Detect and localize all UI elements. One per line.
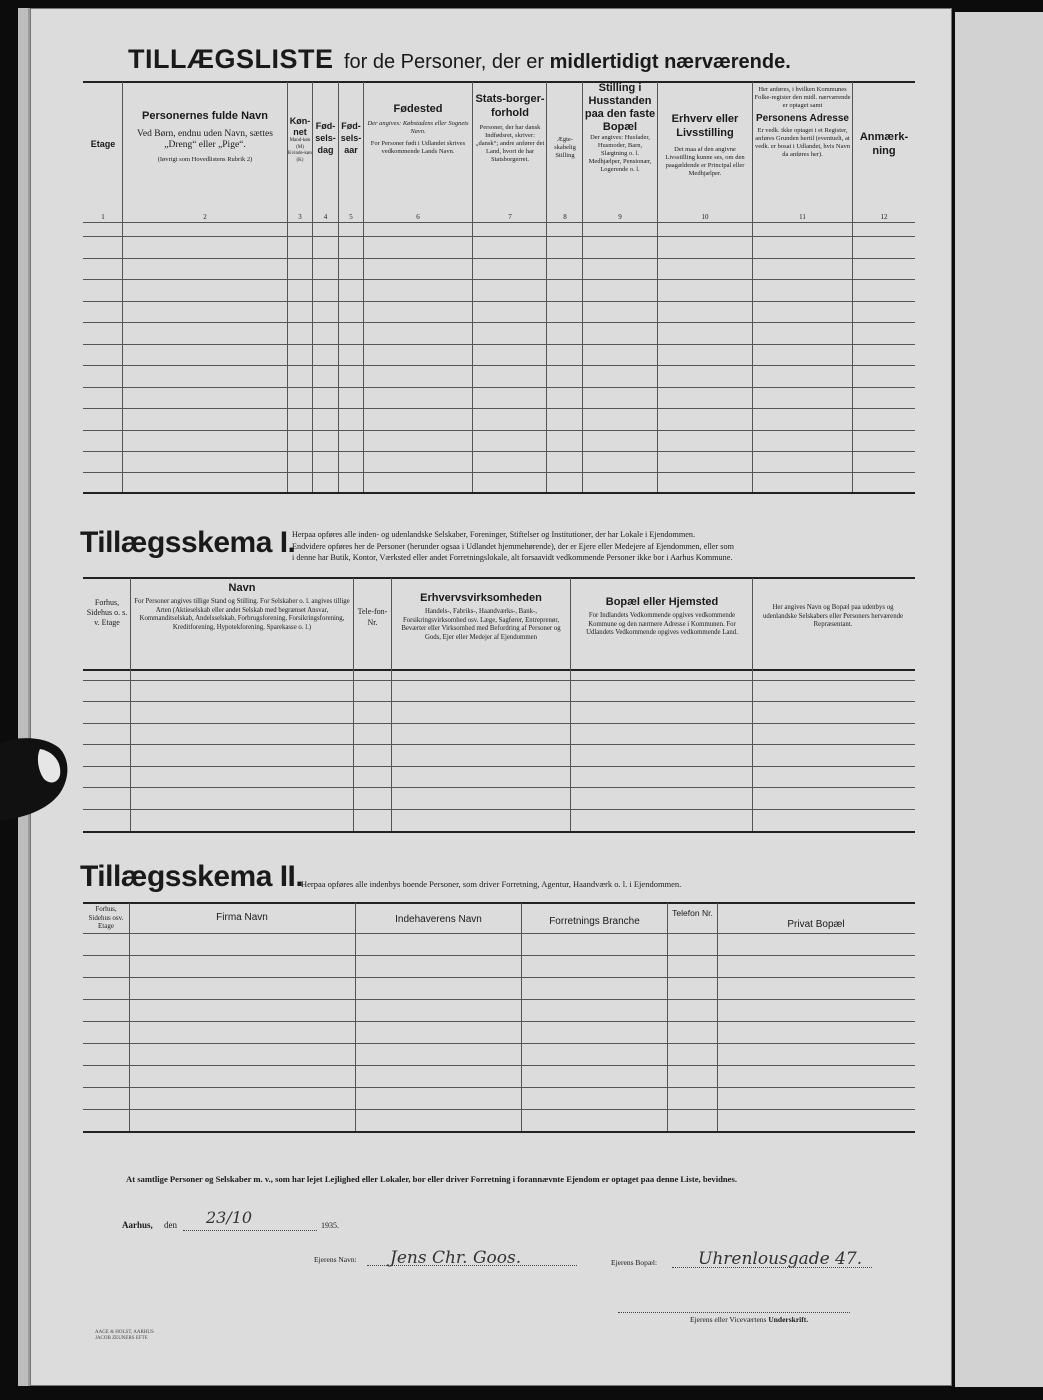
skema1-title: Tillægsskema I.	[80, 526, 296, 559]
page-binding	[18, 8, 28, 1386]
col-anmaerkning-header: Anmærk-ning	[859, 131, 909, 157]
col-num-7: 7	[508, 213, 512, 221]
col-foedselsdag-header: Fød-sels-dag	[315, 121, 336, 155]
col-num-1: 1	[101, 213, 105, 221]
col-navn-header: Personernes fulde Navn Ved Børn, endnu uden Navn, sættes „Dreng“ eller „Pige“. (Iøvrigt som Hovedlistens Rubrik 2)	[137, 110, 273, 163]
col-foedested-header: Fødested Der angives: Købstadens eller Sognets Navn. For Personer født i Udlandet skrives vedkommende Lands Navn.	[367, 103, 469, 155]
skema1-col-repraesentant: Her angives Navn og Bopæl paa udenbys og udenlandske Selskabers eller Personers herværende Repræsentant.	[762, 604, 904, 628]
col-num-6: 6	[416, 213, 420, 221]
page-title: TILLÆGSLISTE for de Personer, der er midlertidigt nærværende.	[128, 44, 791, 74]
skema2-col-bopael: Privat Bopæl	[787, 919, 845, 930]
col-stilling-header: Stilling i Husstanden paa den faste Bopæl Der angives: Husfader, Husmoder, Barn, Slægtning o. l. Medhjælper, Pensionær, Logerende o. l.	[584, 82, 656, 173]
skema2-col-branche: Forretnings Branche	[549, 916, 640, 927]
skema2-col-telefon: Telefon Nr.	[672, 908, 713, 918]
skema1-col-erhverv: Erhvervsvirksomheden Handels-, Fabriks-, Haandværks-, Bank-, Forsikringsvirksomhed osv. Læge, Sagfører, Entreprenør, Beværter eller Virksomhed med Befordring af Personer og Gods, Ejer eller Medejer af Ejendommen	[401, 592, 561, 641]
printer-imprint: AAGE & HOLST, AARHUS JACOB ZEUNERS EFTF.	[95, 1330, 154, 1341]
col-num-9: 9	[618, 213, 622, 221]
skema2-col-etage: Forhus, Sidehus osv. Etage	[88, 905, 124, 930]
skema1-col-telefon: Tele-fon-Nr.	[357, 607, 388, 627]
col-num-4: 4	[323, 213, 328, 221]
owner-name-handwritten: Jens Chr. Goos.	[390, 1248, 522, 1268]
col-num-2: 2	[203, 213, 207, 221]
col-foedselsaar-header: Fød-sels-aar	[340, 121, 362, 155]
skema2-intro: Herpaa opføres alle indenbys boende Personer, som driver Forretning, Agentur, Haandværk o. l. i Ejendommen.	[301, 879, 682, 889]
skema2-col-firma: Firma Navn	[216, 912, 268, 923]
form-page	[28, 8, 952, 1386]
skema1-intro: Herpaa opføres alle inden- og udenlandske Selskaber, Foreninger, Stiftelser og Institutioner, der har Lokale i Ejendommen. Endvidere opføres her de Personer (herunder ogsaa i Udlandet hjemmehørende), der er Ejere eller Medejere af Ejendommen, eller som i denne har Butik, Kontor, Værksted eller andet Forretningslokale, alt forsaavidt vedkommende Personer ikke bor i Aarhus Kommune.	[292, 530, 734, 562]
owner-address-label: Ejerens Bopæl:	[611, 1258, 658, 1267]
owner-address-handwritten: Uhrenlousgade 47.	[698, 1249, 863, 1269]
col-num-10: 10	[701, 213, 709, 221]
col-koen-header: Køn-net Mand-køn (M) Kvinde-køn (K)	[288, 116, 312, 163]
thumb-shadow	[0, 735, 80, 825]
col-etage-header: Etage	[90, 139, 116, 149]
col-num-5: 5	[349, 213, 353, 221]
owner-name-label: Ejerens Navn:	[314, 1255, 357, 1264]
declaration-text: At samtlige Personer og Selskaber m. v., som har lejet Lejlighed eller Lokaler, bor eller driver Forretning i forannævnte Ejendom er optaget paa denne Liste, bevidnes.	[126, 1174, 737, 1184]
date-handwritten: 23/10	[206, 1208, 253, 1227]
col-adresse-header: Her anføres, i hvilken Kommunes Folke-register den midl. nærværende er optaget samt Personens Adresse Er vedk. ikke optaget i et Register, anføres Grunden hertil (eventuelt, at vedk. er bosat i Udlandet, hvis Navn da anføres her).	[754, 86, 851, 158]
skema2-col-indehaver: Indehaverens Navn	[395, 914, 482, 925]
col-erhverv-header: Erhverv eller Livsstilling Det maa af den angivne Livsstilling kunne ses, om den paagældende er Principal eller Medhjælper.	[665, 113, 745, 177]
col-aegteskab-header: Ægte-skabelig Stilling	[554, 136, 576, 159]
year-label: 1935.	[321, 1221, 339, 1230]
skema2-title: Tillægsskema II.	[80, 860, 304, 893]
col-num-8: 8	[563, 213, 567, 221]
col-num-3: 3	[298, 213, 302, 221]
skema1-col-etage: Forhus, Sidehus o. s. v. Etage	[86, 598, 128, 627]
col-num-12: 12	[880, 213, 888, 221]
adjacent-page-edge	[955, 12, 1043, 1387]
signature-label: Ejerens eller Viceværtens Underskrift.	[690, 1315, 809, 1324]
city-label: Aarhus,	[122, 1220, 153, 1230]
col-num-11: 11	[799, 213, 806, 221]
col-statsborger-header: Stats-borger-forhold Personer, der har dansk Indfødsret, skriver: „dansk“; andre anfører det Land, hvori de har Statsborgerret.	[475, 93, 545, 163]
skema1-col-bopael: Bopæl eller Hjemsted For Indlandets Vedkommende opgives vedkommende Kommune og den nærmere Adresse i Kommunen. For Udlandets Vedkommende opgives vedkommende Land.	[586, 596, 738, 636]
den-label: den	[164, 1220, 177, 1230]
skema1-col-navn: Navn For Personer angives tillige Stand og Stilling. For Selskaber o. l. angives tillige Arten (Aktieselskab eller andet Selskab med begrænset Ansvar, Kommanditselskab, Andelsselskab, Forbrugsforening, Forsikringsforening, Kreditforening, Hypotekforening, Sparekasse o. l.)	[134, 582, 350, 631]
